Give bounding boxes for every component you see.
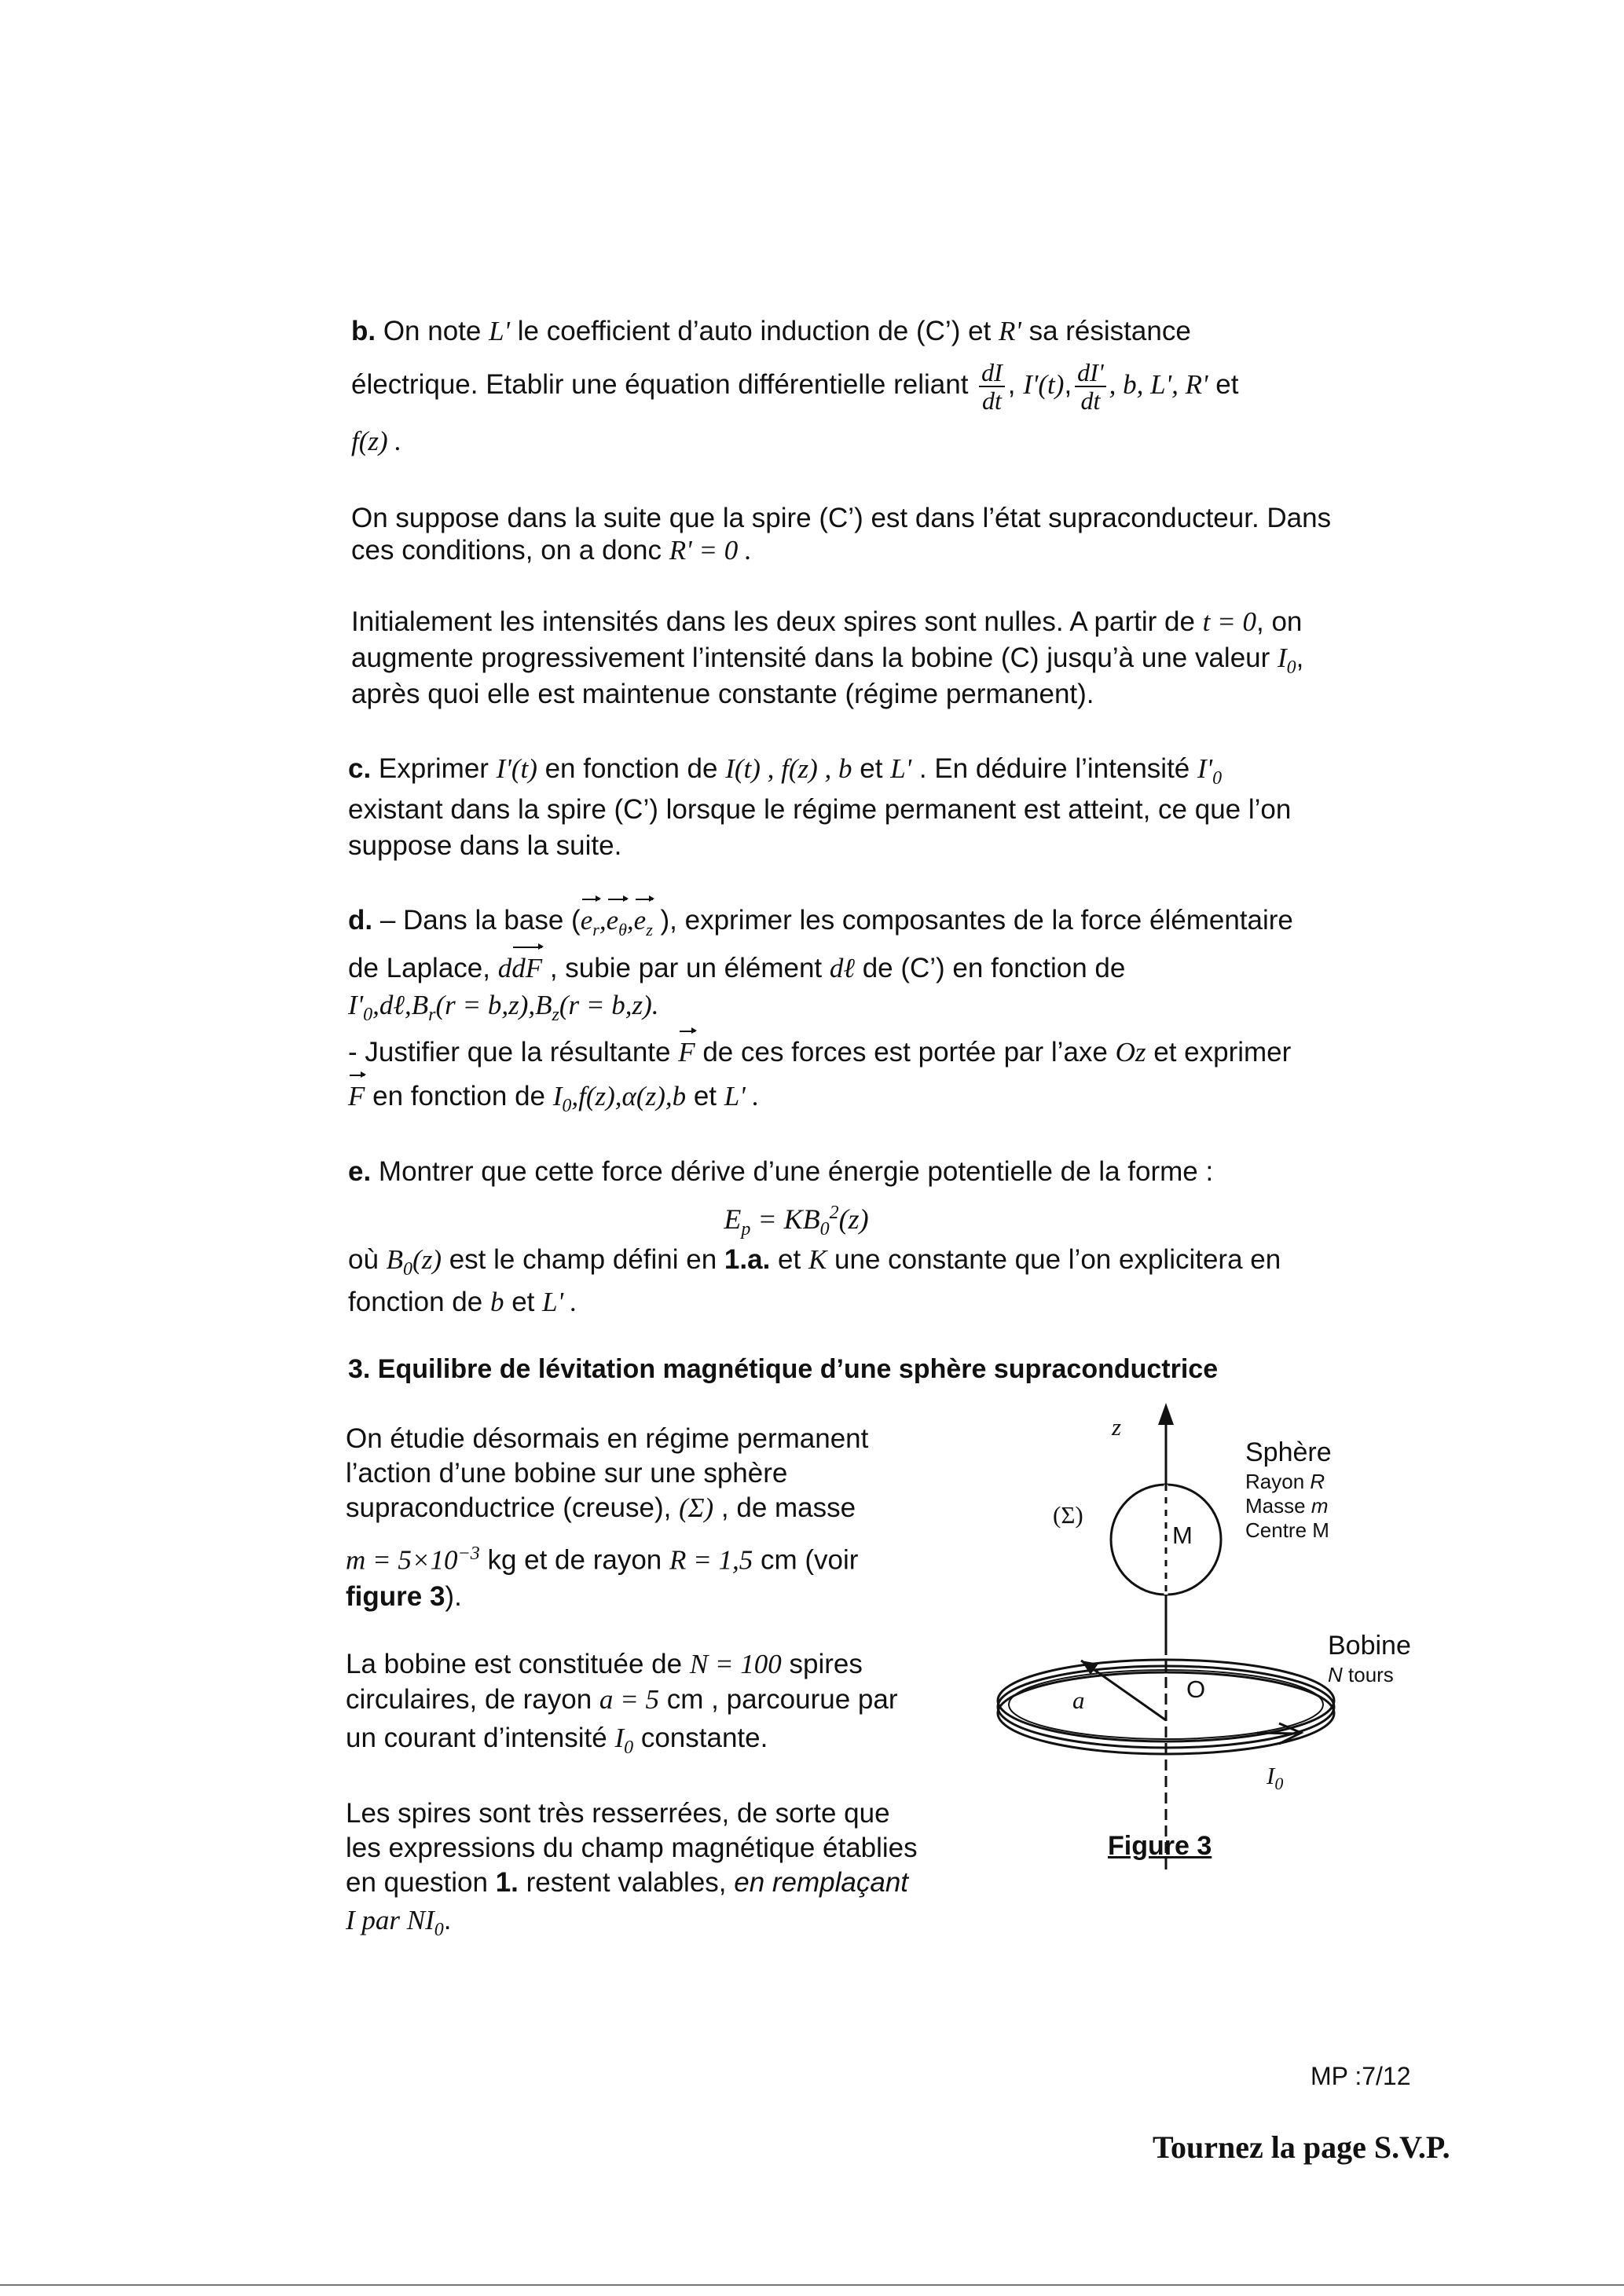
- section3-p2-line1: La bobine est constituée de N = 100 spires: [346, 1649, 863, 1679]
- question-c-line1: c. Exprimer I'(t) en fonction de I(t) , f(z) , b et L' . En déduire l’intensité $I'_0$: [348, 753, 1223, 789]
- question-c-label: c.: [348, 753, 372, 784]
- figure-sigma-label: (Σ): [1053, 1501, 1083, 1529]
- fraction-dI-dt: $\frac{dI}{dt}$: [979, 359, 1005, 414]
- question-d-line5: F en fonction de $I_0,f(z),\alpha(z),b$ et L' .: [348, 1078, 759, 1125]
- figure-sphere-mass: Masse m: [1245, 1494, 1329, 1518]
- section3-p2-line2: circulaires, de rayon a = 5 cm , parcourue par: [346, 1684, 898, 1715]
- section3-p1-line5: figure 3).: [346, 1581, 462, 1612]
- para-init-line2: augmente progressivement l’intensité dans la bobine (C) jusqu’à une valeur $I_0$,: [351, 643, 1304, 678]
- figure-sphere-title: Sphère: [1245, 1437, 1332, 1467]
- section3-p3-line2: les expressions du champ magnétique établies: [346, 1833, 918, 1863]
- figure-a-label: a: [1072, 1686, 1085, 1714]
- question-c-line2: existant dans la spire (C’) lorsque le régime permanent est atteint, ce que l’on: [348, 794, 1292, 825]
- question-d-line3: $I'_0,d\ell,B_r(r = b,z),B_z(r = b,z)$.: [348, 990, 659, 1025]
- para-supra-line2: ces conditions, on a donc R' = 0 .: [351, 535, 752, 566]
- para-init-line3: après quoi elle est maintenue constante (régime permanent).: [351, 679, 1094, 709]
- page-number: MP :7/12: [1311, 2062, 1411, 2090]
- figure-I0-label: $I_0$: [1267, 1762, 1284, 1794]
- section3-p1-line4: $m = 5\times 10^{-3}$ kg et de rayon R = 1,5 cm (voir: [346, 1543, 859, 1576]
- para-init-line1: Initialement les intensités dans les deux spires sont nulles. A partir de t = 0, on: [351, 606, 1303, 637]
- figure-M-label: M: [1172, 1522, 1193, 1549]
- vector-ez: $e_z$: [634, 902, 653, 948]
- scan-edge-line: [0, 2284, 1624, 2286]
- figure-sphere-radius: Rayon R: [1245, 1470, 1325, 1493]
- vector-etheta: $e_\theta$: [607, 902, 627, 948]
- question-d-line1: d. – Dans la base ($e_r,e_\theta,e_z$ ), exprimer les composantes de la force élémentaire: [348, 902, 1293, 948]
- z-axis-arrow: [1158, 1403, 1174, 1425]
- figure-sphere-center: Centre M: [1245, 1518, 1329, 1542]
- question-e-line1: e. Montrer que cette force dérive d’une énergie potentielle de la forme :: [348, 1156, 1214, 1187]
- section3-p1-line3: supraconductrice (creuse), (Σ) , de masse: [346, 1492, 856, 1523]
- turn-page-note: Tournez la page S.V.P.: [1153, 2129, 1450, 2165]
- current-arrow-line: [1257, 1733, 1296, 1734]
- question-e-label: e.: [348, 1156, 372, 1187]
- question-b-line2: électrique. Etablir une équation différentielle reliant $\frac{dI}{dt}$ , I'(t), $\frac{dI'}{dt}$ , b, L', R' et: [351, 357, 1239, 415]
- question-b-label: b.: [351, 316, 376, 346]
- figure-bobine-turns: N tours: [1328, 1663, 1394, 1686]
- figure-O-label: O: [1186, 1675, 1206, 1703]
- section3-p2-line3: un courant d’intensité $I_0$ constante.: [346, 1723, 768, 1758]
- vector-er: $e_r$: [581, 902, 599, 948]
- section3-p1-line1: On étudie désormais en régime permanent: [346, 1423, 869, 1454]
- question-d-line4: - Justifier que la résultante F de ces forces est portée par l’axe Oz et exprimer: [348, 1034, 1291, 1071]
- question-b-line1: b. On note L' le coefficient d’auto induction de (C’) et R' sa résistance: [351, 316, 1191, 346]
- potential-energy-equation: $E_p = KB_0^2(z)$: [724, 1203, 869, 1240]
- question-e-line4: fonction de b et L' .: [348, 1287, 577, 1317]
- fraction-dIp-dt: $\frac{dI'}{dt}$: [1075, 359, 1106, 414]
- figure-bobine-title: Bobine: [1328, 1631, 1411, 1661]
- section3-p3-line3: en question 1. restent valables, en remplaçant: [346, 1867, 909, 1898]
- section-3-title: 3. Equilibre de lévitation magnétique d’une sphère supraconductrice: [348, 1354, 1219, 1384]
- section3-p3-line1: Les spires sont très resserrées, de sorte que: [346, 1798, 890, 1829]
- question-c-line3: suppose dans la suite.: [348, 830, 622, 861]
- question-d-label: d.: [348, 905, 373, 936]
- figure-z-label: z: [1112, 1413, 1122, 1441]
- figure-3-caption: Figure 3: [1108, 1831, 1212, 1861]
- question-e-line3: où $B_0(z)$ est le champ défini en 1.a. et K une constante que l’on explicitera en: [348, 1244, 1281, 1280]
- question-b-line3: f(z) .: [351, 426, 402, 456]
- section3-p3-line4: I par $NI_0$.: [346, 1905, 452, 1940]
- para-supra-line1: On suppose dans la suite que la spire (C’) est dans l’état supraconducteur. Dans: [351, 503, 1332, 533]
- question-d-line2: de Laplace, ddF , subie par un élément dℓ de (C’) en fonction de: [348, 950, 1125, 987]
- section3-p1-line2: l’action d’une bobine sur une sphère: [346, 1458, 788, 1489]
